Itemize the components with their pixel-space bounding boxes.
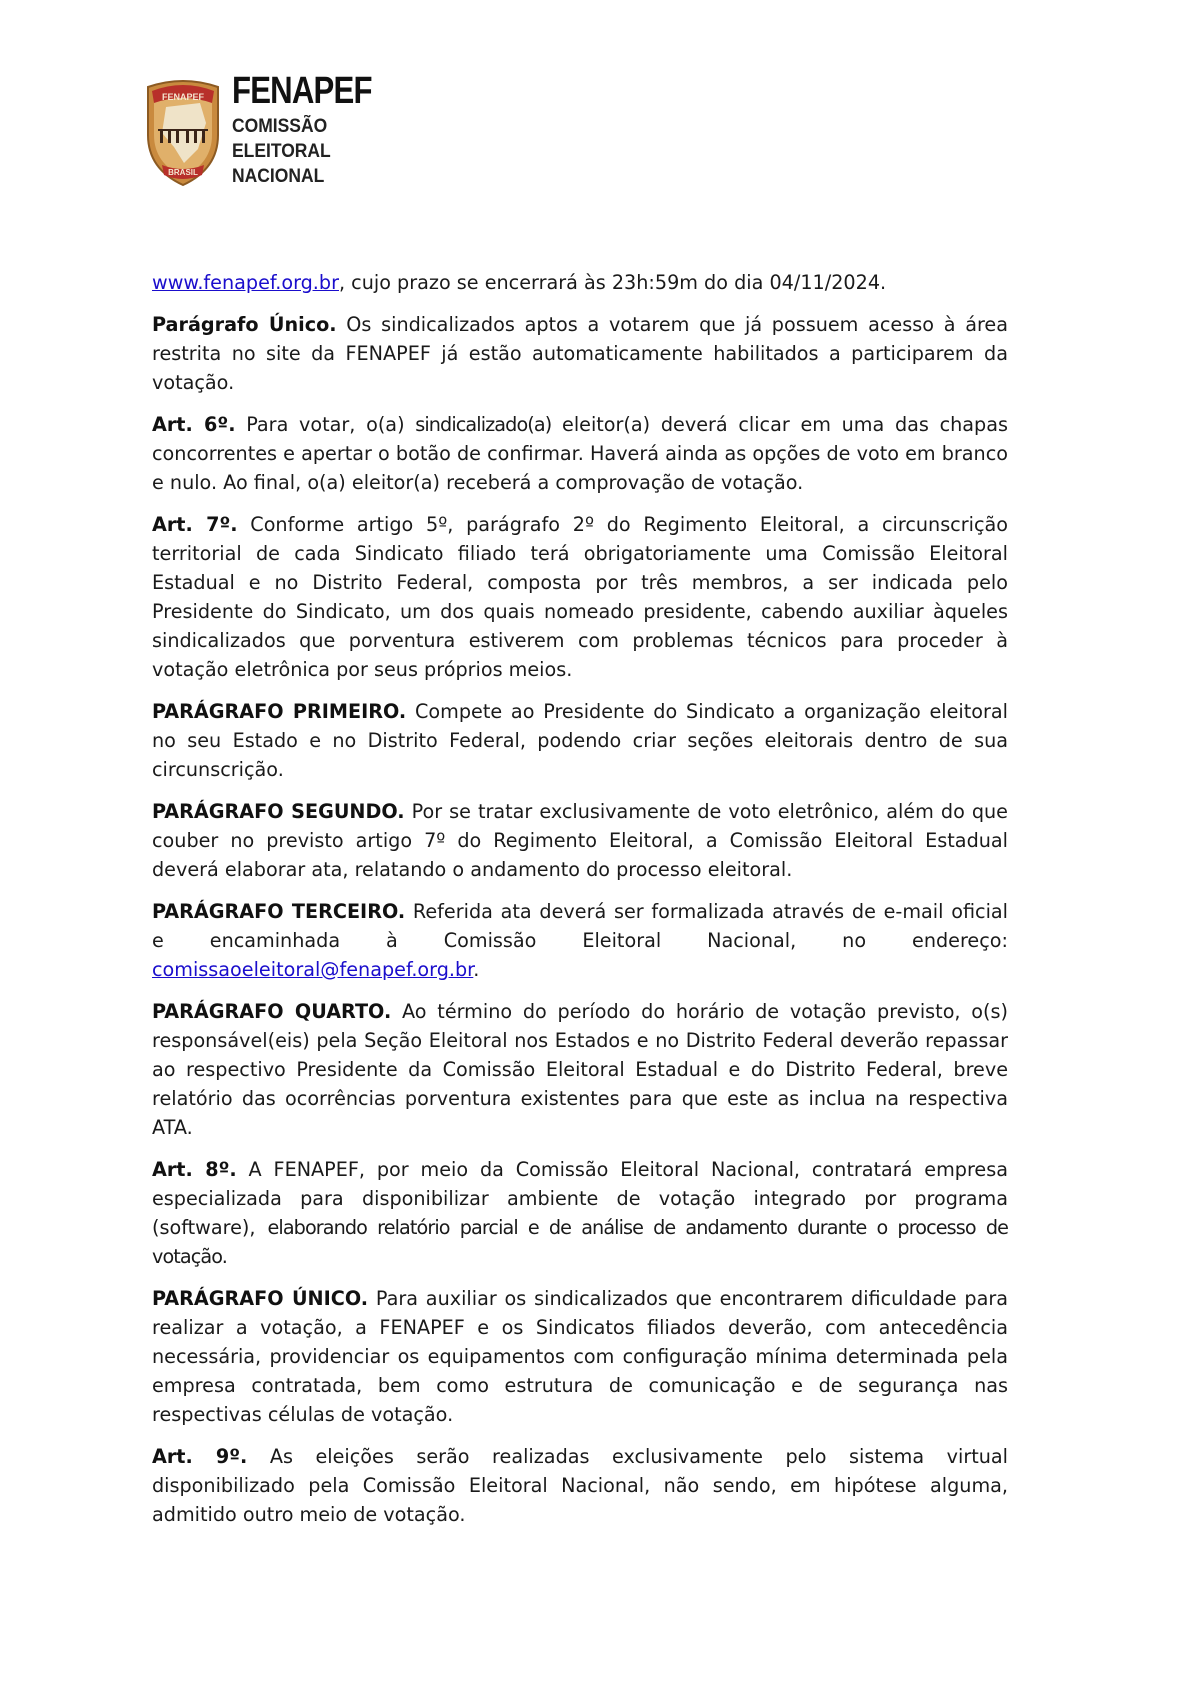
paragraph-paragrafo-segundo: [152, 797, 1008, 884]
org-subtitle-line-1: COMISSÃO: [232, 116, 328, 137]
paragraph-label: PARÁGRAFO PRIMEIRO.: [152, 700, 407, 723]
paragraph-paragrafo-terceiro: [152, 897, 1008, 984]
paragraph-text: Conforme artigo 5º, parágrafo 2º do Regimento Eleitoral, a circunscrição territorial de cada Sindicato filiado terá obrigatoriamente uma Comissão Eleitoral Estadual e no Distrito Federal, composta por três membros, a ser indicada pelo Presidente do Sindicato, um dos quais nomeado presidente, cabendo auxiliar àqueles sindicalizados que porventura estiverem com problemas técnicos para proceder à votação eletrônica por seus próprios meios.: [152, 513, 1009, 681]
paragraph-paragrafo-quarto: [152, 997, 1008, 1142]
commission-email-link[interactable]: comissaoeleitoral@fenapef.org.br: [152, 958, 474, 981]
fenapef-badge-logo-icon: [140, 73, 226, 189]
paragraph-text: Ao término do período do horário de votação previsto, o(s) responsável(eis) pela Seção Eleitoral nos Estados e no Distrito Federal deverão repassar ao respectivo Presidente da Comissão Eleitoral Estadual e do Distrito Federal, breve relatório das ocorrências porventura existentes para que este as inclua na respectiva ATA.: [152, 1000, 1009, 1139]
paragraph-text: As eleições serão realizadas exclusivamente pelo sistema virtual disponibilizado pela Comissão Eleitoral Nacional, não sendo, em hipótese alguma, admitido outro meio de votação.: [152, 1445, 1008, 1526]
paragraph-paragrafo-primeiro: [152, 697, 1008, 784]
paragraph-paragrafo-unico-1: [152, 310, 1008, 397]
paragraph-text: Por se tratar exclusivamente de voto eletrônico, além do que couber no previsto artigo 7º do Regimento Eleitoral, a Comissão Eleitoral Estadual deverá elaborar ata, relatando o andamento do processo eleitoral.: [152, 800, 1008, 881]
paragraph-text: , cujo prazo se encerrará às 23h:59m do dia 04/11/2024.: [338, 271, 887, 294]
paragraph-text-end: .: [473, 958, 480, 981]
paragraph-label: PARÁGRAFO TERCEIRO.: [152, 900, 406, 923]
paragraph-label: Art. 8º.: [152, 1158, 237, 1181]
paragraph-art-7: [152, 510, 1008, 684]
paragraph-art-6: [152, 410, 1008, 497]
paragraph-label: PARÁGRAFO ÚNICO.: [152, 1287, 369, 1310]
fenapef-website-link[interactable]: www.fenapef.org.br: [152, 271, 339, 294]
paragraph-art-9: [152, 1442, 1008, 1529]
paragraph-text-condensed: elaborando relatório parcial e de análise de andamento durante o processo de votação.: [152, 1216, 1008, 1268]
paragraph-label: PARÁGRAFO SEGUNDO.: [152, 800, 405, 823]
org-name: FENAPEF: [232, 70, 372, 112]
paragraph-label: PARÁGRAFO QUARTO.: [152, 1000, 392, 1023]
paragraph-text: Para votar, o(a): [235, 413, 416, 436]
paragraph-text: Referida ata deverá ser formalizada através de e-mail oficial e encaminhada à Comissão Eleitoral Nacional, no endereço:: [152, 900, 1009, 952]
paragraph-text: Compete ao Presidente do Sindicato a organização eleitoral no seu Estado e no Distrito Federal, podendo criar seções eleitorais dentro de sua circunscrição.: [152, 700, 1008, 781]
paragraph-text: Os sindicalizados aptos a votarem que já possuem acesso à área restrita no site da FENAPEF já estão automaticamente habilitados a participarem da votação.: [152, 313, 1008, 394]
org-subtitle-line-2: ELEITORAL: [232, 141, 331, 162]
org-subtitle-line-3: NACIONAL: [232, 166, 325, 187]
letterhead: [140, 72, 402, 189]
paragraph-continuation: [152, 268, 1008, 297]
paragraph-label: Art. 6º.: [152, 413, 236, 436]
paragraph-text: eleitor(a) deverá clicar em uma das chapas concorrentes e apertar o botão de confirmar. Haverá ainda as opções de voto em branco e nulo. Ao final, o(a) eleitor(a) receberá a comprovação de votação.: [152, 413, 1008, 494]
letterhead-text: [232, 72, 402, 189]
paragraph-label: Art. 7º.: [152, 513, 238, 536]
paragraph-paragrafo-unico-2: [152, 1284, 1008, 1429]
paragraph-text: Para auxiliar os sindicalizados que encontrarem dificuldade para realizar a votação, a FENAPEF e os Sindicatos filiados deverão, com antecedência necessária, providenciar os equipamentos com configuração mínima determinada pela empresa contratada, bem como estrutura de comunicação e de segurança nas respectivas células de votação.: [152, 1287, 1008, 1426]
paragraph-text-condensed: sindicalizado(a): [415, 413, 552, 436]
paragraph-label: Art. 9º.: [152, 1445, 248, 1468]
paragraph-label: Parágrafo Único.: [152, 313, 337, 336]
paragraph-art-8: [152, 1155, 1008, 1271]
svg-text:FENAPEF: FENAPEF: [161, 91, 205, 102]
svg-text:BRASIL: BRASIL: [168, 167, 198, 177]
document-body: [152, 268, 1008, 1542]
paragraph-text: A FENAPEF, por meio da Comissão Eleitoral Nacional, contratará empresa especializada para disponibilizar ambiente de votação integrado por programa (software),: [152, 1158, 1008, 1239]
